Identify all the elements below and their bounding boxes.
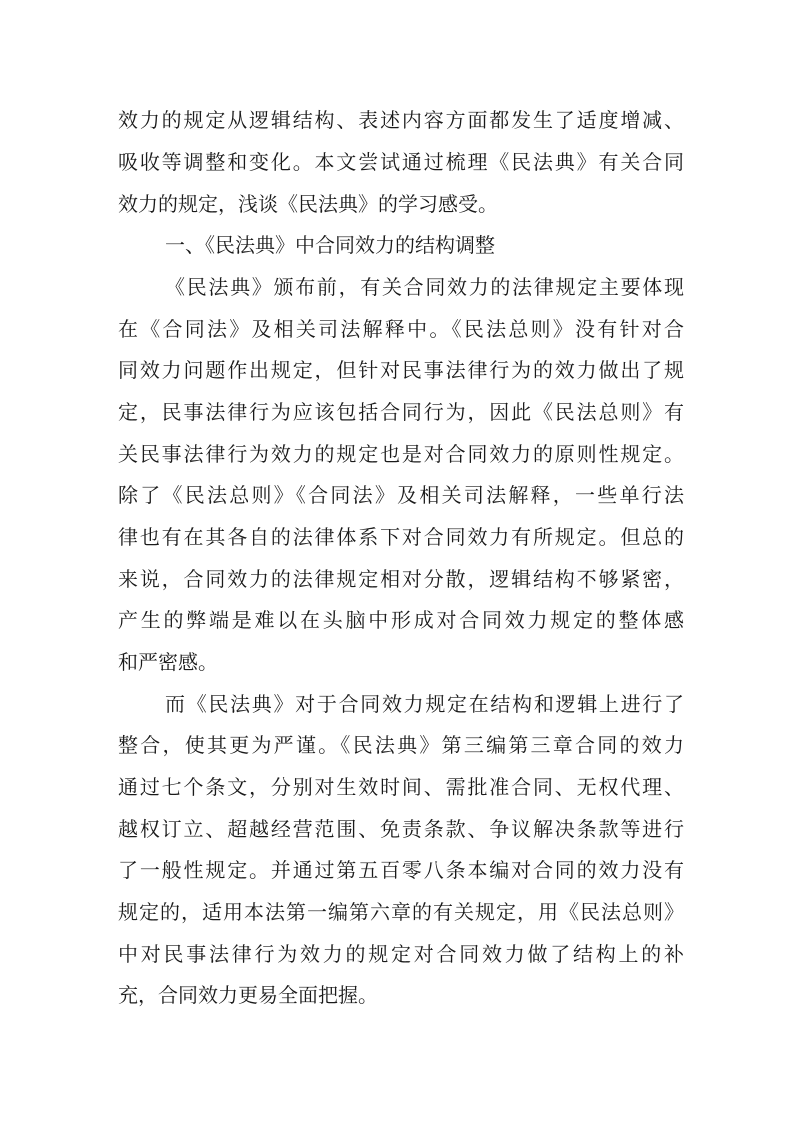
paragraph-line: 在《合同法》及相关司法解释中。《民法总则》没有针对合 — [118, 317, 684, 341]
paragraph-line: 了一般性规定。并通过第五百零八条本编对合同的效力没有 — [118, 858, 684, 882]
paragraph-line: 越权订立、超越经营范围、免责条款、争议解决条款等进行 — [118, 817, 684, 841]
paragraph-line: 而《民法典》对于合同效力规定在结构和逻辑上进行了 — [165, 692, 684, 716]
section-heading: 一、《民法典》中合同效力的结构调整 — [165, 233, 495, 257]
paragraph-line: 充，合同效力更易全面把握。 — [118, 983, 378, 1007]
paragraph-line: 同效力问题作出规定，但针对民事法律行为的效力做出了规 — [118, 358, 684, 382]
paragraph-line: 效力的规定，浅谈《民法典》的学习感受。 — [118, 192, 498, 216]
paragraph-line: 效力的规定从逻辑结构、表述内容方面都发生了适度增减、 — [118, 108, 684, 132]
paragraph-line: 定，民事法律行为应该包括合同行为，因此《民法总则》有 — [118, 400, 684, 424]
paragraph-line: 整合，使其更为严谨。《民法典》第三编第三章合同的效力 — [118, 733, 684, 757]
paragraph-line: 除了《民法总则》《合同法》及相关司法解释，一些单行法 — [118, 483, 684, 507]
paragraph-line: 规定的，适用本法第一编第六章的有关规定，用《民法总则》 — [118, 900, 684, 924]
paragraph-line: 产生的弊端是难以在头脑中形成对合同效力规定的整体感 — [118, 608, 684, 632]
paragraph-line: 《民法典》颁布前，有关合同效力的法律规定主要体现 — [165, 275, 684, 299]
paragraph-line: 关民事法律行为效力的规定也是对合同效力的原则性规定。 — [118, 442, 684, 466]
paragraph-line: 吸收等调整和变化。本文尝试通过梳理《民法典》有关合同 — [118, 150, 684, 174]
paragraph-line: 律也有在其各自的法律体系下对合同效力有所规定。但总的 — [118, 525, 684, 549]
paragraph-line: 通过七个条文，分别对生效时间、需批准合同、无权代理、 — [118, 775, 684, 799]
paragraph-line: 中对民事法律行为效力的规定对合同效力做了结构上的补 — [118, 942, 684, 966]
paragraph-line: 和严密感。 — [118, 650, 218, 674]
paragraph-line: 来说，合同效力的法律规定相对分散，逻辑结构不够紧密， — [118, 567, 684, 591]
